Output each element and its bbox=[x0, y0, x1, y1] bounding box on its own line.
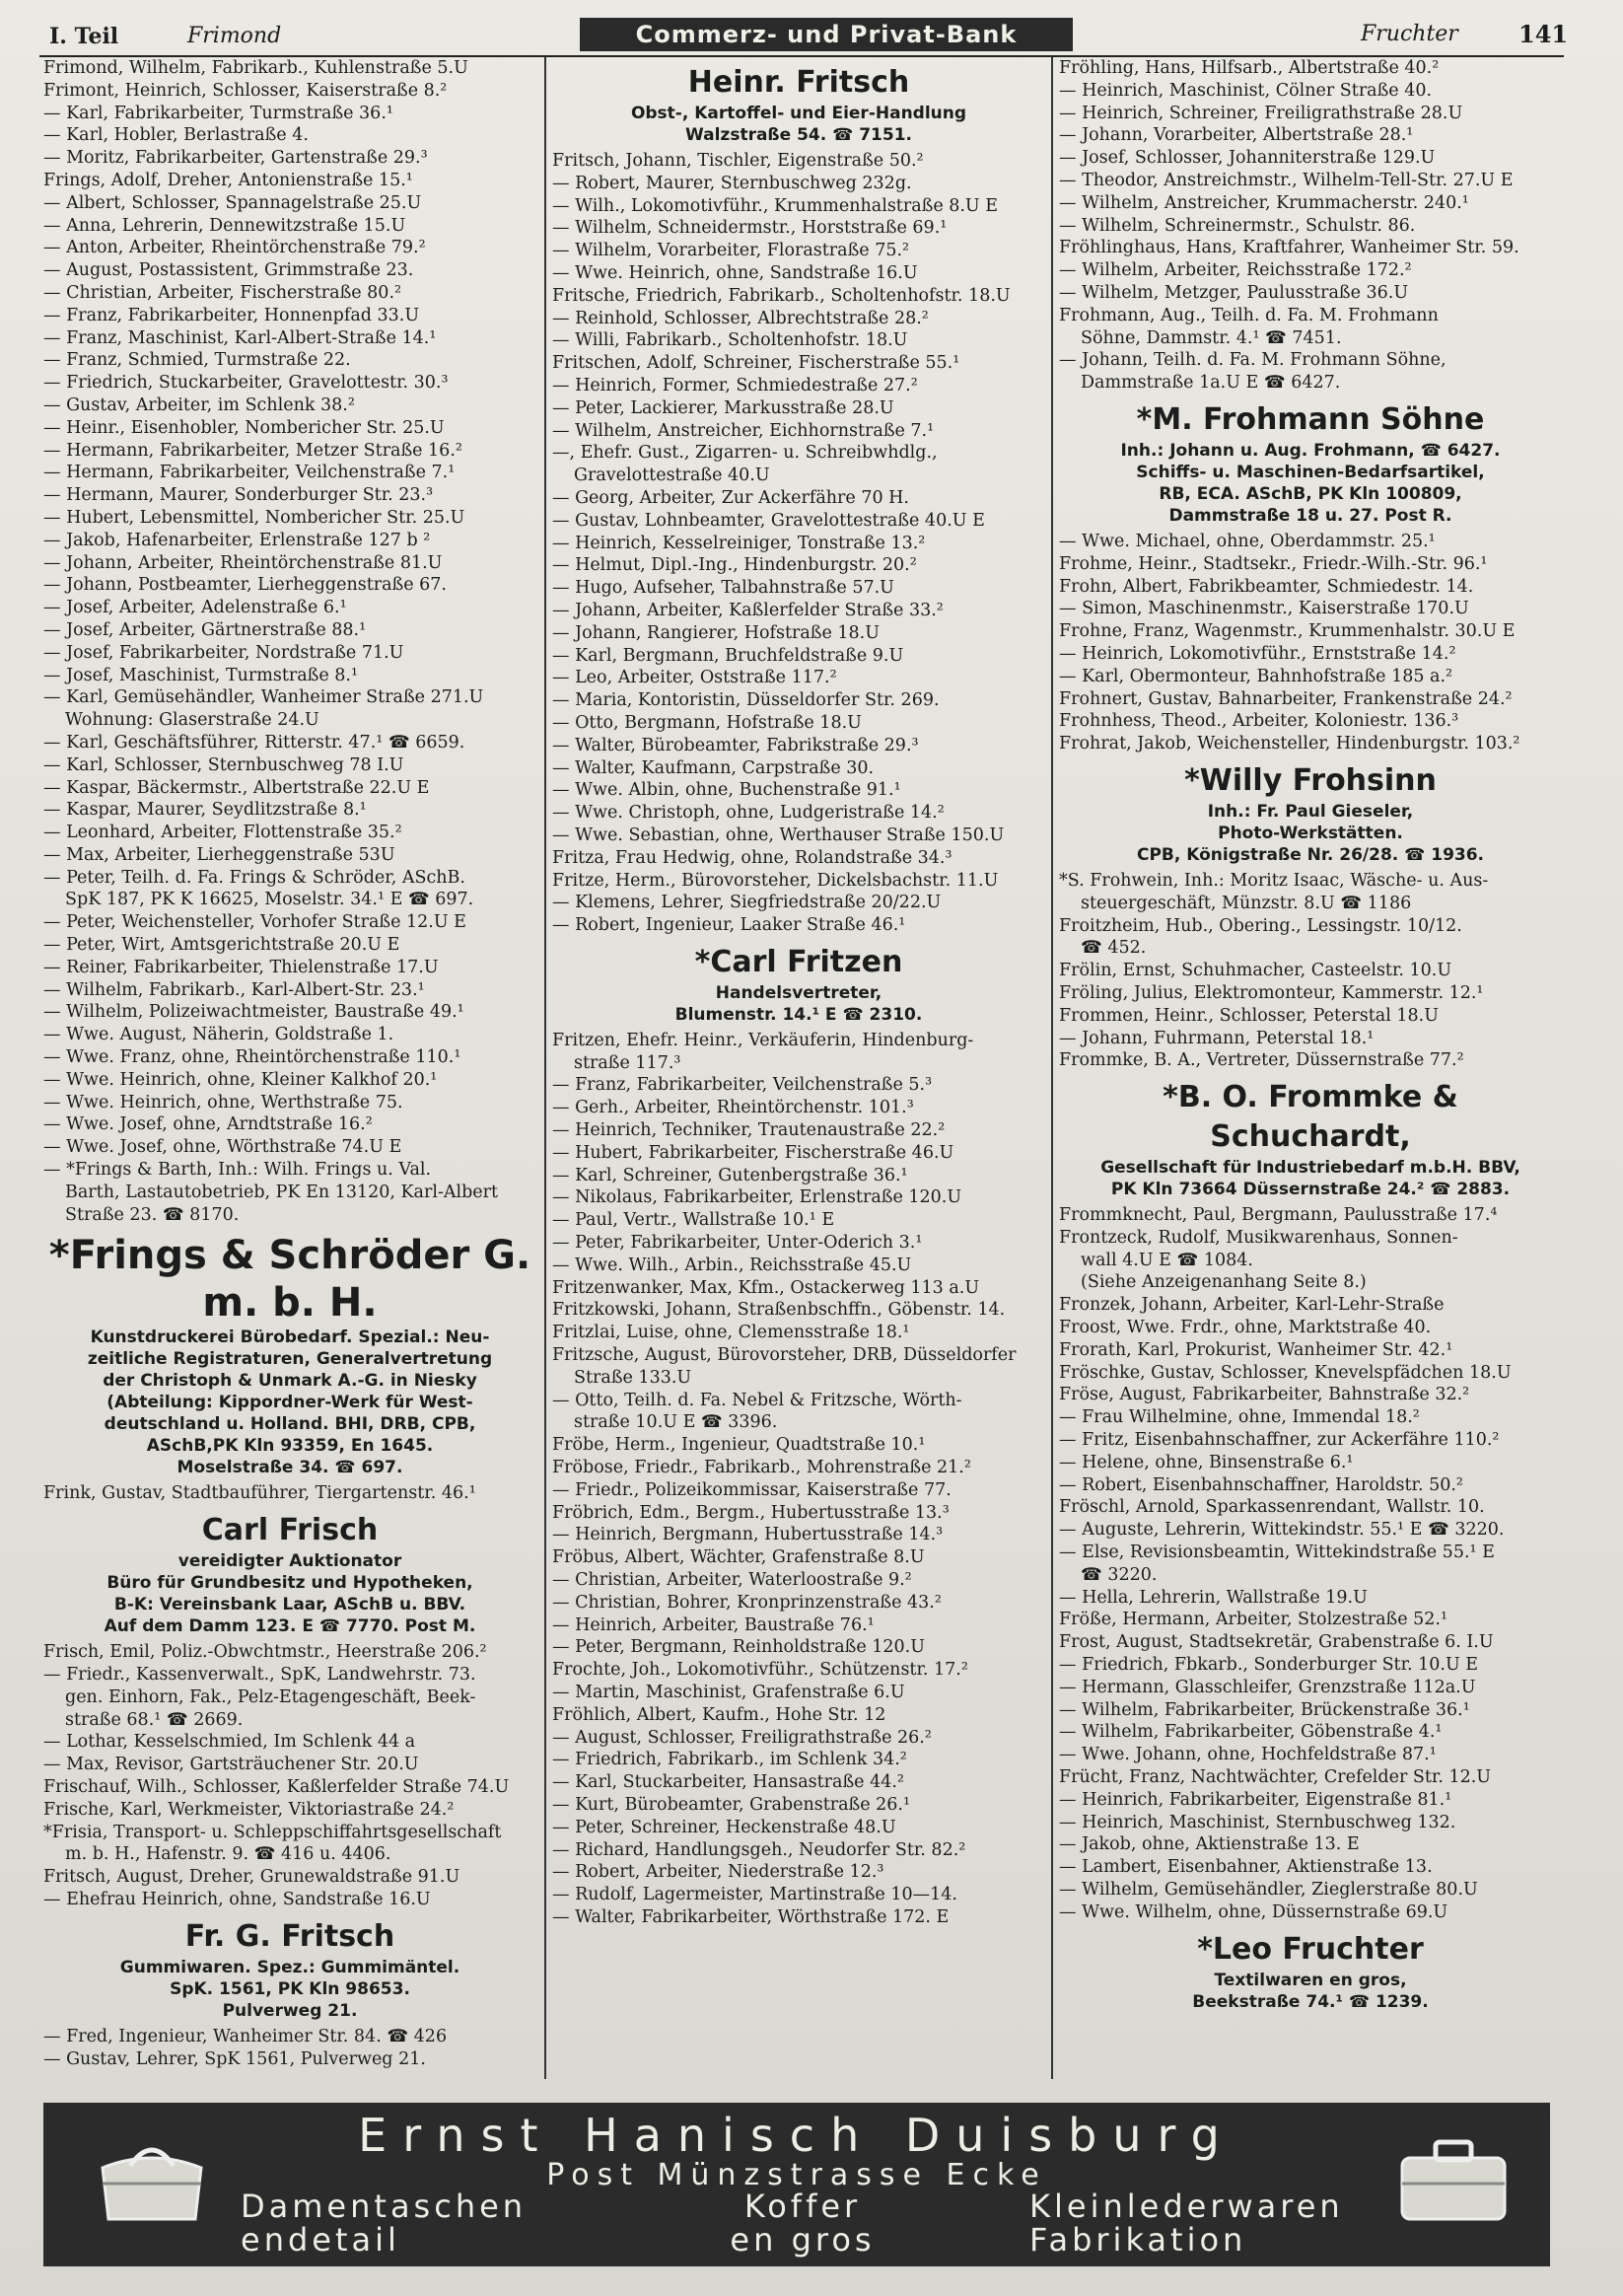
advertisement-line: CPB, Königstraße Nr. 26/28. ☎ 1936. bbox=[1136, 844, 1485, 865]
first-entry-name: Frimond bbox=[187, 24, 282, 48]
directory-entry: Fröhlinghaus, Hans, Kraftfahrer, Wanheimer Str. 59. bbox=[1059, 238, 1519, 258]
directory-entry: — Kaspar, Bäckermstr., Albertstraße 22.U E bbox=[43, 777, 430, 798]
directory-entry: — Robert, Ingenieur, Laaker Straße 46.¹ bbox=[552, 915, 906, 936]
directory-entry: — Karl, Geschäftsführer, Ritterstr. 47.¹ ☎ 6659. bbox=[43, 732, 465, 753]
directory-entry: — *Frings & Barth, Inh.: Wilh. Frings u. Val. bbox=[43, 1160, 432, 1181]
directory-entry: Frorath, Karl, Prokurist, Wanheimer Str. 42.¹ bbox=[1059, 1339, 1453, 1360]
advertisement-block bbox=[1059, 1930, 1562, 2013]
directory-entry: — Hubert, Fabrikarbeiter, Fischerstraße 46.U bbox=[552, 1142, 954, 1163]
directory-entry: — Karl, Schlosser, Sternbuschweg 78 I.U bbox=[43, 754, 404, 775]
directory-entry: Frontzeck, Rudolf, Musikwarenhaus, Sonnen- bbox=[1059, 1227, 1458, 1248]
advertisement-name: Heinr. Fritsch bbox=[687, 65, 910, 100]
advertisement-line: Textilwaren en gros, bbox=[1214, 1970, 1407, 1990]
advertisement-line: Walzstraße 54. ☎ 7151. bbox=[684, 125, 912, 145]
directory-entry: — Helene, ohne, Binsenstraße 6.¹ bbox=[1059, 1452, 1354, 1472]
advertisement-line: Auf dem Damm 123. E ☎ 7770. Post M. bbox=[104, 1616, 476, 1637]
advertisement-line: Inh.: Fr. Paul Gieseler, bbox=[1207, 801, 1414, 822]
directory-entry: Frölin, Ernst, Schuhmacher, Casteelstr. 10.U bbox=[1059, 961, 1452, 981]
directory-entry: — Wilhelm, Fabrikarbeiter, Brückenstraße 36.¹ bbox=[1059, 1699, 1470, 1720]
directory-entry: — Hugo, Aufseher, Talbahnstraße 57.U bbox=[552, 578, 894, 599]
directory-entry: — Josef, Arbeiter, Gärtnerstraße 88.¹ bbox=[43, 619, 367, 640]
directory-entry: — Wwe. Michael, ohne, Oberdammstr. 25.¹ bbox=[1059, 531, 1436, 551]
directory-entry: — Hubert, Lebensmittel, Nombericher Str. 25.U bbox=[43, 507, 465, 528]
directory-entry: Froitzheim, Hub., Obering., Lessingstr. 10/12. bbox=[1059, 915, 1462, 936]
directory-entry: — Christian, Arbeiter, Fischerstraße 80.² bbox=[43, 282, 402, 303]
footer-left-1: Damentaschen bbox=[241, 2188, 528, 2225]
directory-entry: Fritza, Frau Hedwig, ohne, Rolandstraße 34.³ bbox=[552, 847, 953, 868]
advertisement-line: Handelsvertreter, bbox=[715, 982, 882, 1003]
directory-entry: — Hermann, Glasschleifer, Grenzstraße 112a.U bbox=[1059, 1677, 1476, 1697]
directory-entry: — Johann, Postbeamter, Lierheggenstraße 67. bbox=[43, 575, 447, 596]
footer-mid-1: Koffer bbox=[743, 2188, 862, 2225]
directory-entry: — Theodor, Anstreichmstr., Wilhelm-Tell-Str. 27.U E bbox=[1059, 170, 1514, 190]
advertisement-line: Büro für Grundbesitz und Hypotheken, bbox=[106, 1573, 473, 1594]
directory-entry: — Wilhelm, Vorarbeiter, Florastraße 75.² bbox=[552, 241, 910, 261]
directory-entry: Froost, Wwe. Frdr., ohne, Marktstraße 40. bbox=[1059, 1318, 1432, 1338]
directory-entry: — Heinr., Eisenhobler, Nombericher Str. 25.U bbox=[43, 417, 445, 438]
advertisement-line: RB, ECA. ASchB, PK Kln 100809, bbox=[1159, 483, 1462, 504]
directory-entry: — Paul, Vertr., Wallstraße 10.¹ E bbox=[552, 1210, 835, 1231]
directory-entry: — August, Schlosser, Freiligrathstraße 26.² bbox=[552, 1727, 932, 1748]
directory-entry: — Gustav, Lehrer, SpK 1561, Pulverweg 21. bbox=[43, 2048, 426, 2069]
column-3 bbox=[1051, 57, 1562, 2079]
directory-entry: Frimond, Wilhelm, Fabrikarb., Kuhlenstraße 5.U bbox=[43, 58, 468, 78]
directory-entry: Fritsche, Friedrich, Fabrikarb., Scholtenhofstr. 18.U bbox=[552, 285, 1011, 306]
directory-entry: — Wilh., Lokomotivführ., Krummenhalstraße 8.U E bbox=[552, 195, 999, 216]
directory-entry: — Wilhelm, Arbeiter, Reichsstraße 172.² bbox=[1059, 260, 1412, 281]
directory-entry: — Hermann, Fabrikarbeiter, Veilchenstraße 7.¹ bbox=[43, 463, 456, 483]
directory-entry: — Johann, Rangierer, Hofstraße 18.U bbox=[552, 622, 880, 643]
directory-entry: — Kurt, Bürobeamter, Grabenstraße 26.¹ bbox=[552, 1794, 910, 1815]
footer-advertisement bbox=[43, 2103, 1550, 2266]
directory-entry: — Wwe. Wilhelm, ohne, Düssernstraße 69.U bbox=[1059, 1901, 1448, 1922]
directory-entry: Fritzlai, Luise, ohne, Clemensstraße 18.¹ bbox=[552, 1323, 910, 1343]
directory-entry: — August, Postassistent, Grimmstraße 23. bbox=[43, 260, 414, 281]
directory-entry: — Heinrich, Maschinist, Cölner Straße 40. bbox=[1059, 80, 1433, 101]
directory-entry: Fröse, August, Fabrikarbeiter, Bahnstraße 32.² bbox=[1059, 1385, 1470, 1405]
directory-entry: — Wwe. August, Näherin, Goldstraße 1. bbox=[43, 1025, 394, 1045]
advertisement-line: Photo-Werkstätten. bbox=[1218, 823, 1403, 843]
directory-entry: — Friedr., Kassenverwalt., SpK, Landwehrstr. 73. bbox=[43, 1665, 476, 1686]
directory-entry: — Karl, Bergmann, Bruchfeldstraße 9.U bbox=[552, 645, 904, 666]
footer-left bbox=[241, 2189, 527, 2257]
directory-entry: — Heinrich, Former, Schmiedestraße 27.² bbox=[552, 375, 918, 395]
directory-entry: — Peter, Wirt, Amtsgerichtstraße 20.U E bbox=[43, 935, 400, 956]
page-header bbox=[39, 12, 1569, 57]
directory-entry: — Wilhelm, Anstreicher, Krummacherstr. 240.¹ bbox=[1059, 192, 1469, 213]
directory-entry: — Wwe. Heinrich, ohne, Werthstraße 75. bbox=[43, 1092, 403, 1112]
directory-entry: — Friedrich, Fabrikarb., im Schlenk 34.² bbox=[552, 1750, 907, 1770]
directory-entry: Frohnhess, Theod., Arbeiter, Koloniestr. 136.³ bbox=[1059, 711, 1459, 732]
directory-entry: — Wwe. Franz, ohne, Rheintörchenstraße 110.¹ bbox=[43, 1047, 461, 1068]
directory-entry: — Heinrich, Techniker, Trautenaustraße 22.² bbox=[552, 1120, 946, 1141]
advertisement-line: ASchB,PK Kln 93359, En 1645. bbox=[146, 1436, 434, 1457]
directory-entry: — Wilhelm, Schneidermstr., Horststraße 69.¹ bbox=[552, 218, 948, 239]
directory-entry: — Wwe. Heinrich, ohne, Sandstraße 16.U bbox=[552, 262, 918, 283]
advertisement-line: Inh.: Johann u. Aug. Frohmann, ☎ 6427. bbox=[1120, 440, 1501, 461]
directory-entry: Frink, Gustav, Stadtbauführer, Tiergartenstr. 46.¹ bbox=[43, 1483, 476, 1504]
directory-entry: — Klemens, Lehrer, Siegfriedstraße 20/22.U bbox=[552, 893, 942, 913]
directory-entry: — Jakob, ohne, Aktienstraße 13. E bbox=[1059, 1834, 1360, 1855]
directory-entry: — Lothar, Kesselschmied, Im Schlenk 44 a bbox=[43, 1732, 416, 1753]
directory-entry: — Wwe. Christoph, ohne, Ludgeristraße 14.² bbox=[552, 803, 945, 824]
footer-right-2: Fabrikation bbox=[1029, 2221, 1247, 2259]
directory-entry: — Heinrich, Arbeiter, Baustraße 76.¹ bbox=[552, 1614, 875, 1635]
directory-entry: Frings, Adolf, Dreher, Antonienstraße 15.¹ bbox=[43, 170, 413, 190]
directory-entry: (Siehe Anzeigenanhang Seite 8.) bbox=[1081, 1272, 1367, 1293]
advertisement-line: Moselstraße 34. ☎ 697. bbox=[176, 1458, 403, 1478]
advertisement-line: Kunstdruckerei Bürobedarf. Spezial.: Neu- bbox=[90, 1327, 490, 1348]
directory-entry: — Heinrich, Lokomotivführ., Ernststraße 14.² bbox=[1059, 643, 1456, 664]
directory-entry: — Wwe. Sebastian, ohne, Werthauser Straße 150.U bbox=[552, 825, 1005, 845]
footer-middle bbox=[674, 2189, 931, 2257]
directory-entry: — Otto, Teilh. d. Fa. Nebel & Fritzsche, Wörth- bbox=[552, 1390, 962, 1410]
directory-entry: — Robert, Eisenbahnschaffner, Haroldstr. 50.² bbox=[1059, 1474, 1463, 1495]
directory-entry: — Wwe. Josef, ohne, Arndtstraße 16.² bbox=[43, 1114, 373, 1135]
advertisement-line: B-K: Vereinsbank Laar, ASchB u. BBV. bbox=[113, 1595, 466, 1615]
advertisement-line: Gesellschaft für Industriebedarf m.b.H. BBV, bbox=[1100, 1158, 1520, 1179]
directory-entry: *Frisia, Transport- u. Schleppschiffahrtsgesellschaft bbox=[43, 1822, 502, 1842]
directory-entry: — Peter, Weichensteller, Vorhofer Straße 12.U E bbox=[43, 912, 466, 933]
advertisement-line: deutschland u. Holland. BHI, DRB, CPB, bbox=[104, 1414, 476, 1435]
directory-entry: Fritzkowski, Johann, Straßenbschffn., Göbenstr. 14. bbox=[552, 1300, 1006, 1321]
directory-entry: Frochte, Joh., Lokomotivführ., Schützenstr. 17.² bbox=[552, 1660, 968, 1681]
directory-entry: Frommknecht, Paul, Bergmann, Paulusstraße 17.⁴ bbox=[1059, 1205, 1498, 1226]
advertisement-name: *Willy Frohsinn bbox=[1184, 762, 1437, 798]
directory-entry: Frohn, Albert, Fabrikbeamter, Schmiedestr. 14. bbox=[1059, 576, 1474, 597]
directory-entry: — Lambert, Eisenbahner, Aktienstraße 13. bbox=[1059, 1857, 1433, 1878]
directory-entry: Fritschen, Adolf, Schreiner, Fischerstraße 55.¹ bbox=[552, 353, 960, 374]
directory-entry: — Helmut, Dipl.-Ing., Hindenburgstr. 20.² bbox=[552, 555, 917, 576]
directory-entry: Fröbrich, Edm., Bergm., Hubertusstraße 13.³ bbox=[552, 1502, 950, 1523]
directory-entry: Frische, Karl, Werkmeister, Viktoriastraße 24.² bbox=[43, 1799, 455, 1820]
directory-entry: Fröbus, Albert, Wächter, Grafenstraße 8.U bbox=[552, 1547, 925, 1568]
directory-entry: Straße 23. ☎ 8170. bbox=[65, 1204, 240, 1225]
directory-entry: — Walter, Bürobeamter, Fabrikstraße 29.³ bbox=[552, 735, 919, 755]
directory-entry: ☎ 3220. bbox=[1081, 1564, 1158, 1585]
directory-entry: Fröhlich, Albert, Kaufm., Hohe Str. 12 bbox=[552, 1704, 886, 1725]
directory-entry: — Josef, Arbeiter, Adelenstraße 6.¹ bbox=[43, 598, 347, 618]
directory-entry: — Reiner, Fabrikarbeiter, Thielenstraße 17.U bbox=[43, 957, 439, 977]
directory-entry: Frost, August, Stadtsekretär, Grabenstraße 6. I.U bbox=[1059, 1632, 1494, 1653]
directory-entry: Frommke, B. A., Vertreter, Düssernstraße 77.² bbox=[1059, 1050, 1464, 1071]
directory-entry: — Christian, Arbeiter, Waterloostraße 9.² bbox=[552, 1570, 912, 1591]
advertisement-line: Blumenstr. 14.¹ E ☎ 2310. bbox=[674, 1004, 923, 1025]
directory-entry: Fritzsche, August, Bürovorsteher, DRB, Düsseldorfer bbox=[552, 1345, 1017, 1366]
directory-entry: — Wwe. Albin, ohne, Buchenstraße 91.¹ bbox=[552, 780, 901, 801]
footer-left-2: endetail bbox=[241, 2221, 400, 2259]
directory-entry: Wohnung: Glaserstraße 24.U bbox=[65, 710, 319, 731]
advertisement-name: *Carl Fritzen bbox=[694, 944, 903, 979]
directory-entry: — Karl, Gemüsehändler, Wanheimer Straße 271.U bbox=[43, 687, 484, 708]
directory-entry: — Heinrich, Kesselreiniger, Tonstraße 13.² bbox=[552, 533, 926, 553]
directory-entry: — Josef, Schlosser, Johanniterstraße 129.U bbox=[1059, 148, 1436, 169]
directory-entry: — Frau Wilhelmine, ohne, Immendal 18.² bbox=[1059, 1407, 1420, 1428]
directory-entry: — Nikolaus, Fabrikarbeiter, Erlenstraße 120.U bbox=[552, 1187, 962, 1208]
advertisement-line: Dammstraße 18 u. 27. Post R. bbox=[1168, 505, 1452, 526]
directory-entry: Frohme, Heinr., Stadtsekr., Friedr.-Wilh.-Str. 96.¹ bbox=[1059, 553, 1488, 574]
directory-entry: — Fred, Ingenieur, Wanheimer Str. 84. ☎ 426 bbox=[43, 2026, 448, 2046]
directory-entry: — Karl, Fabrikarbeiter, Turmstraße 36.¹ bbox=[43, 103, 393, 123]
directory-entry: — Jakob, Hafenarbeiter, Erlenstraße 127 b ² bbox=[43, 530, 431, 550]
footer-address: Post Münzstrasse Ecke bbox=[546, 2158, 1047, 2192]
footer-company: Ernst Hanisch Duisburg bbox=[358, 2109, 1235, 2162]
directory-entry: — Auguste, Lehrerin, Wittekindstr. 55.¹ E ☎ 3220. bbox=[1059, 1520, 1505, 1541]
directory-entry: — Walter, Fabrikarbeiter, Wörthstraße 172. E bbox=[552, 1906, 950, 1927]
directory-entry: — Leo, Arbeiter, Oststraße 117.² bbox=[552, 668, 837, 688]
directory-entry: — Max, Revisor, Gartsträuchener Str. 20.U bbox=[43, 1755, 419, 1775]
directory-entry: Fröschl, Arnold, Sparkassenrendant, Wallstr. 10. bbox=[1059, 1497, 1485, 1518]
advertisement-block bbox=[1059, 400, 1562, 527]
directory-entry: — Wilhelm, Schreinermstr., Schulstr. 86. bbox=[1059, 215, 1416, 236]
advertisement-line: Gummiwaren. Spez.: Gummimäntel. bbox=[119, 1957, 460, 1977]
directory-entry: — Gerh., Arbeiter, Rheintörchenstr. 101.³ bbox=[552, 1098, 914, 1118]
directory-entry: Barth, Lastautobetrieb, PK En 13120, Karl-Albert bbox=[65, 1182, 499, 1202]
directory-entry: — Peter, Lackierer, Markusstraße 28.U bbox=[552, 397, 894, 418]
advertisement-block bbox=[43, 1232, 536, 1478]
advertisement-line: vereidigter Auktionator bbox=[177, 1551, 402, 1572]
advertisement-line: Schiffs- u. Maschinen-Bedarfsartikel, bbox=[1136, 462, 1485, 482]
bank-banner: Commerz- und Privat-Bank bbox=[580, 18, 1073, 51]
directory-entry: Frimont, Heinrich, Schlosser, Kaiserstraße 8.² bbox=[43, 80, 448, 101]
suitcase-icon bbox=[1394, 2128, 1513, 2227]
advertisement-name: Fr. G. Fritsch bbox=[184, 1918, 395, 1954]
directory-entry: ☎ 452. bbox=[1081, 938, 1147, 959]
directory-entry: — Josef, Maschinist, Turmstraße 8.¹ bbox=[43, 665, 358, 685]
footer-right-1: Kleinlederwaren bbox=[1029, 2188, 1344, 2225]
directory-entry: — Anna, Lehrerin, Dennewitzstraße 15.U bbox=[43, 215, 406, 236]
directory-entry: — Heinrich, Maschinist, Sternbuschweg 132. bbox=[1059, 1812, 1456, 1832]
directory-entry: — Heinrich, Bergmann, Hubertusstraße 14.³ bbox=[552, 1525, 944, 1545]
directory-entry: Frisch, Emil, Poliz.-Obwchtmstr., Heerstraße 206.² bbox=[43, 1642, 487, 1663]
directory-entry: Frischauf, Wilh., Schlosser, Kaßlerfelder Straße 74.U bbox=[43, 1777, 510, 1798]
directory-entry: Gravelottestraße 40.U bbox=[574, 466, 770, 486]
directory-entry: wall 4.U E ☎ 1084. bbox=[1081, 1250, 1253, 1270]
directory-entry: Frücht, Franz, Nachtwächter, Crefelder Str. 12.U bbox=[1059, 1767, 1492, 1788]
advertisement-line: Obst-, Kartoffel- und Eier-Handlung bbox=[630, 104, 967, 123]
directory-entry: — Karl, Hobler, Berlastraße 4. bbox=[43, 125, 309, 146]
directory-entry: — Wilhelm, Gemüsehändler, Zieglerstraße 80.U bbox=[1059, 1880, 1478, 1900]
directory-entry: — Rudolf, Lagermeister, Martinstraße 10—14. bbox=[552, 1885, 957, 1905]
directory-entry: — Wwe. Wilh., Arbin., Reichsstraße 45.U bbox=[552, 1255, 912, 1275]
directory-entry: — Walter, Kaufmann, Carpstraße 30. bbox=[552, 757, 875, 778]
directory-entry: straße 117.³ bbox=[574, 1052, 681, 1073]
directory-entry: — Max, Arbeiter, Lierheggenstraße 53U bbox=[43, 844, 395, 865]
directory-entry: — Christian, Bohrer, Kronprinzenstraße 43.² bbox=[552, 1592, 942, 1613]
directory-entry: — Johann, Fuhrmann, Peterstal 18.¹ bbox=[1059, 1028, 1375, 1048]
directory-entry: — Georg, Arbeiter, Zur Ackerfähre 70 H. bbox=[552, 487, 909, 508]
advertisement-line: Beekstraße 74.¹ ☎ 1239. bbox=[1192, 1991, 1429, 2012]
directory-entry: — Robert, Maurer, Sternbuschweg 232g. bbox=[552, 173, 912, 193]
directory-entry: Fröschke, Gustav, Schlosser, Knevelspfädchen 18.U bbox=[1059, 1362, 1512, 1383]
directory-entry: — Wilhelm, Fabrikarb., Karl-Albert-Str. 23.¹ bbox=[43, 979, 425, 1000]
directory-entry: — Peter, Fabrikarbeiter, Unter-Oderich 3.¹ bbox=[552, 1233, 923, 1254]
directory-entry: — Albert, Schlosser, Spannagelstraße 25.U bbox=[43, 192, 422, 213]
advertisement-block bbox=[1059, 1078, 1562, 1200]
directory-entry: — Heinrich, Schreiner, Freiligrathstraße 28.U bbox=[1059, 103, 1463, 123]
page-number: 141 bbox=[1518, 20, 1569, 48]
directory-entry: Frommen, Heinr., Schlosser, Peterstal 18.U bbox=[1059, 1005, 1439, 1026]
directory-entry: — Robert, Arbeiter, Niederstraße 12.³ bbox=[552, 1862, 884, 1883]
directory-entry: Frohne, Franz, Wagenmstr., Krummenhalstr. 30.U E bbox=[1059, 621, 1516, 642]
directory-entry: Fröbe, Herm., Ingenieur, Quadtstraße 10.¹ bbox=[552, 1435, 926, 1456]
directory-entry: Frohrat, Jakob, Weichensteller, Hindenburgstr. 103.² bbox=[1059, 734, 1520, 754]
directory-entry: — Peter, Teilh. d. Fa. Frings & Schröder, ASchB. bbox=[43, 867, 465, 888]
directory-entry: — Willi, Fabrikarb., Scholtenhofstr. 18.U bbox=[552, 330, 908, 351]
directory-entry: Fritzenwanker, Max, Kfm., Ostackerweg 113 a.U bbox=[552, 1277, 980, 1298]
directory-entry: — Franz, Fabrikarbeiter, Veilchenstraße 5.³ bbox=[552, 1075, 933, 1096]
directory-entry: — Otto, Bergmann, Hofstraße 18.U bbox=[552, 712, 862, 733]
directory-entry: Fritzen, Ehefr. Heinr., Verkäuferin, Hindenburg- bbox=[552, 1030, 974, 1050]
advertisement-block bbox=[43, 1917, 536, 2022]
directory-entry: — Johann, Arbeiter, Rheintörchenstraße 81.U bbox=[43, 552, 443, 573]
directory-entry: — Gustav, Arbeiter, im Schlenk 38.² bbox=[43, 395, 355, 415]
directory-entry: — Wilhelm, Polizeiwachtmeister, Baustraße 49.¹ bbox=[43, 1002, 464, 1023]
advertisement-block bbox=[1059, 761, 1562, 866]
directory-entry: m. b. H., Hafenstr. 9. ☎ 416 u. 4406. bbox=[65, 1844, 391, 1865]
advertisement-line: Pulverweg 21. bbox=[222, 2000, 358, 2021]
footer-mid-2: en gros bbox=[730, 2221, 876, 2259]
directory-entry: — Johann, Teilh. d. Fa. M. Frohmann Söhne, bbox=[1059, 350, 1447, 371]
directory-entry: — Johann, Arbeiter, Kaßlerfelder Straße 33.² bbox=[552, 600, 944, 620]
directory-entry: — Franz, Maschinist, Karl-Albert-Straße 14.¹ bbox=[43, 327, 437, 348]
directory-entry: straße 10.U E ☎ 3396. bbox=[574, 1412, 778, 1433]
directory-entry: — Richard, Handlungsgeh., Neudorfer Str. 82.² bbox=[552, 1839, 966, 1860]
advertisement-line: PK Kln 73664 Düssernstraße 24.² ☎ 2883. bbox=[1110, 1180, 1511, 1200]
advertisement-line: SpK. 1561, PK Kln 98653. bbox=[170, 1978, 410, 1999]
advertisement-name: *Leo Fruchter bbox=[1197, 1931, 1424, 1967]
advertisement-line: der Christoph & Unmark A.-G. in Niesky bbox=[103, 1371, 477, 1392]
directory-entry: steuergeschäft, Münzstr. 8.U ☎ 1186 bbox=[1081, 893, 1412, 913]
directory-entry: — Reinhold, Schlosser, Albrechtstraße 28.² bbox=[552, 308, 929, 328]
part-label: I. Teil bbox=[49, 24, 119, 49]
directory-entry: Fritsch, Johann, Tischler, Eigenstraße 50.² bbox=[552, 151, 924, 171]
directory-entry: — Gustav, Lohnbeamter, Gravelottestraße 40.U E bbox=[552, 510, 985, 531]
advertisement-name: Carl Frisch bbox=[201, 1513, 379, 1548]
directory-entry: — Wilhelm, Anstreicher, Eichhornstraße 7.¹ bbox=[552, 420, 935, 441]
directory-entry: — Wilhelm, Metzger, Paulusstraße 36.U bbox=[1059, 282, 1409, 303]
directory-entry: — Hermann, Maurer, Sonderburger Str. 23.³ bbox=[43, 485, 434, 506]
directory-entry: Frohmann, Aug., Teilh. d. Fa. M. Frohmann bbox=[1059, 305, 1439, 325]
directory-entry: Fröße, Hermann, Arbeiter, Stolzestraße 52.¹ bbox=[1059, 1610, 1448, 1630]
directory-entry: straße 68.¹ ☎ 2669. bbox=[65, 1709, 244, 1730]
directory-entry: — Ehefrau Heinrich, ohne, Sandstraße 16.U bbox=[43, 1890, 431, 1909]
advertisement-line: (Abteilung: Kippordner-Werk für West- bbox=[106, 1393, 473, 1413]
directory-entry: Frohnert, Gustav, Bahnarbeiter, Frankenstraße 24.² bbox=[1059, 688, 1513, 709]
directory-entry: — Simon, Maschinenmstr., Kaiserstraße 170.U bbox=[1059, 599, 1469, 619]
directory-entry: — Wwe. Josef, ohne, Wörthstraße 74.U E bbox=[43, 1137, 402, 1158]
directory-entry: Fritze, Herm., Bürovorsteher, Dickelsbachstr. 11.U bbox=[552, 870, 999, 891]
footer-right bbox=[1029, 2189, 1344, 2257]
directory-entry: —, Ehefr. Gust., Zigarren- u. Schreibwhdlg., bbox=[552, 443, 938, 464]
directory-entry: Fritsch, August, Dreher, Grunewaldstraße 91.U bbox=[43, 1867, 460, 1888]
advertisement-name: *B. O. Frommke & Schuchardt, bbox=[1163, 1080, 1458, 1155]
advertisement-block bbox=[552, 943, 1045, 1026]
directory-entry: — Johann, Vorarbeiter, Albertstraße 28.¹ bbox=[1059, 125, 1414, 146]
directory-entry: — Josef, Fabrikarbeiter, Nordstraße 71.U bbox=[43, 642, 404, 663]
last-entry-name: Fruchter bbox=[1361, 22, 1458, 46]
directory-entry: — Moritz, Fabrikarbeiter, Gartenstraße 29.³ bbox=[43, 148, 428, 169]
directory-entry: — Hella, Lehrerin, Wallstraße 19.U bbox=[1059, 1587, 1368, 1608]
advertisement-name: *M. Frohmann Söhne bbox=[1136, 401, 1485, 437]
directory-entry: Straße 133.U bbox=[574, 1367, 692, 1388]
directory-entry: — Friedrich, Stuckarbeiter, Gravelottestr. 30.³ bbox=[43, 373, 449, 394]
directory-entry: Dammstraße 1a.U E ☎ 6427. bbox=[1081, 373, 1341, 394]
directory-entry: — Franz, Schmied, Turmstraße 22. bbox=[43, 350, 351, 371]
directory-entry: — Karl, Stuckarbeiter, Hansastraße 44.² bbox=[552, 1772, 904, 1793]
directory-entry: — Fritz, Eisenbahnschaffner, zur Ackerfähre 110.² bbox=[1059, 1430, 1500, 1451]
directory-entry: Fröling, Julius, Elektromonteur, Kammerstr. 12.¹ bbox=[1059, 982, 1484, 1003]
directory-entry: — Peter, Schreiner, Heckenstraße 48.U bbox=[552, 1817, 896, 1837]
directory-entry: — Wilhelm, Fabrikarbeiter, Göbenstraße 4.¹ bbox=[1059, 1722, 1443, 1743]
directory-entry: SpK 187, PK K 16625, Moselstr. 34.¹ E ☎ 697. bbox=[65, 890, 474, 910]
directory-entry: — Hermann, Fabrikarbeiter, Metzer Straße 16.² bbox=[43, 440, 462, 461]
column-1 bbox=[43, 57, 536, 2079]
directory-entry: — Karl, Obermonteur, Bahnhofstraße 185 a.² bbox=[1059, 666, 1453, 686]
directory-entry: *S. Frohwein, Inh.: Moritz Isaac, Wäsche- u. Aus- bbox=[1059, 870, 1489, 891]
advertisement-block bbox=[552, 63, 1045, 146]
directory-entry: — Friedr., Polizeikommissar, Kaiserstraße 77. bbox=[552, 1479, 952, 1500]
directory-entry: Fröhling, Hans, Hilfsarb., Albertstraße 40.² bbox=[1059, 58, 1440, 78]
directory-entry: — Wwe. Johann, ohne, Hochfeldstraße 87.¹ bbox=[1059, 1745, 1437, 1765]
directory-entry: gen. Einhorn, Fak., Pelz-Etagengeschäft, Beek- bbox=[65, 1686, 476, 1707]
directory-entry: — Karl, Schreiner, Gutenbergstraße 36.¹ bbox=[552, 1165, 908, 1185]
column-2 bbox=[544, 57, 1045, 2079]
directory-entry: — Friedrich, Fbkarb., Sonderburger Str. 10.U E bbox=[1059, 1655, 1479, 1676]
directory-entry: Fröbose, Friedr., Fabrikarb., Mohrenstraße 21.² bbox=[552, 1458, 971, 1478]
directory-entry: — Heinrich, Fabrikarbeiter, Eigenstraße 81.¹ bbox=[1059, 1789, 1452, 1810]
directory-entry: — Kaspar, Maurer, Seydlitzstraße 8.¹ bbox=[43, 800, 367, 821]
directory-entry: — Peter, Bergmann, Reinholdstraße 120.U bbox=[552, 1637, 925, 1658]
directory-entry: — Martin, Maschinist, Grafenstraße 6.U bbox=[552, 1683, 905, 1702]
advertisement-block bbox=[43, 1511, 536, 1637]
advertisement-name: *Frings & Schröder G. m. b. H. bbox=[48, 1233, 531, 1327]
directory-entry: — Franz, Fabrikarbeiter, Honnenpfad 33.U bbox=[43, 305, 420, 325]
directory-entry: — Else, Revisionsbeamtin, Wittekindstraße 55.¹ E bbox=[1059, 1543, 1495, 1563]
directory-entry: — Wwe. Heinrich, ohne, Kleiner Kalkhof 20.¹ bbox=[43, 1069, 438, 1090]
directory-entry: — Leonhard, Arbeiter, Flottenstraße 35.² bbox=[43, 823, 402, 843]
advertisement-line: zeitliche Registraturen, Generalvertretung bbox=[87, 1349, 493, 1370]
directory-entry: — Maria, Kontoristin, Düsseldorfer Str. 269. bbox=[552, 690, 940, 711]
directory-entry: Söhne, Dammstr. 4.¹ ☎ 7451. bbox=[1081, 327, 1342, 348]
directory-entry: — Anton, Arbeiter, Rheintörchenstraße 79.² bbox=[43, 238, 426, 258]
directory-entry: Fronzek, Johann, Arbeiter, Karl-Lehr-Straße bbox=[1059, 1295, 1445, 1316]
